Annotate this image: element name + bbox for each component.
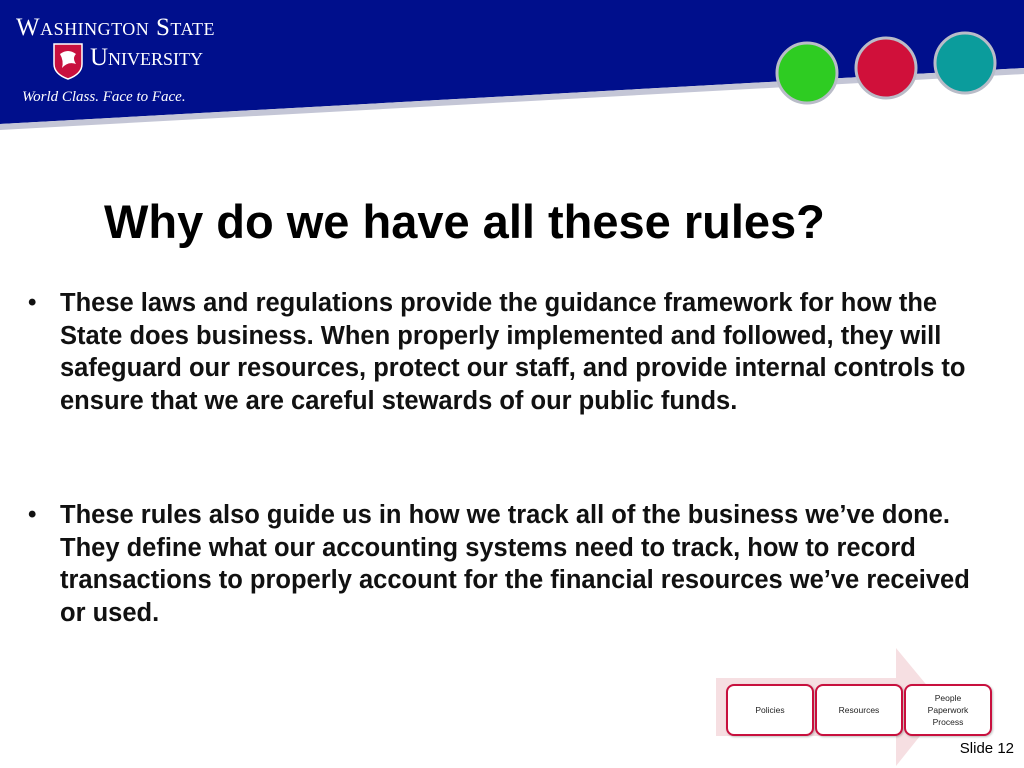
bullet-text: These laws and regulations provide the guidance framework for how the State does business. When properly implemented and followed, they will safeguard our resources, protect our staff, and provide internal controls to ensure that we are careful stewards of our public funds.	[60, 289, 966, 415]
process-box-resources	[815, 684, 903, 736]
process-box-label: Resources	[838, 705, 880, 715]
bullet-item	[28, 499, 988, 629]
slide-title: Why do we have all these rules?	[104, 195, 825, 248]
logo-name-line2: University	[90, 44, 204, 71]
red-circle-decoration	[856, 38, 916, 98]
slide-number-value: 12	[997, 740, 1014, 757]
bullet-icon: •	[28, 289, 37, 316]
cougar-seal-icon	[50, 42, 86, 80]
process-graphic	[714, 648, 969, 766]
bullet-text: These rules also guide us in how we track all of the business we’ve done. They define what our accounting systems need to track, how to record transactions to properly account for the financial resources we’ve received or used.	[60, 501, 970, 627]
green-circle-decoration	[777, 43, 837, 103]
process-box-label: People	[934, 693, 962, 703]
process-box-policies	[726, 684, 814, 736]
slide-number	[960, 740, 1014, 757]
process-box-people	[904, 684, 992, 736]
teal-circle-decoration	[935, 33, 995, 93]
process-box-label: Process	[932, 717, 964, 727]
bullet-icon: •	[28, 501, 37, 528]
process-box-label: Paperwork	[927, 705, 969, 715]
bullet-item	[28, 287, 988, 417]
process-box-label: Policies	[755, 705, 785, 715]
logo-tagline: World Class. Face to Face.	[22, 89, 186, 105]
wsu-logo	[14, 12, 274, 112]
slide-label: Slide	[959, 740, 994, 757]
logo-name-line1: Washington State	[16, 14, 215, 41]
